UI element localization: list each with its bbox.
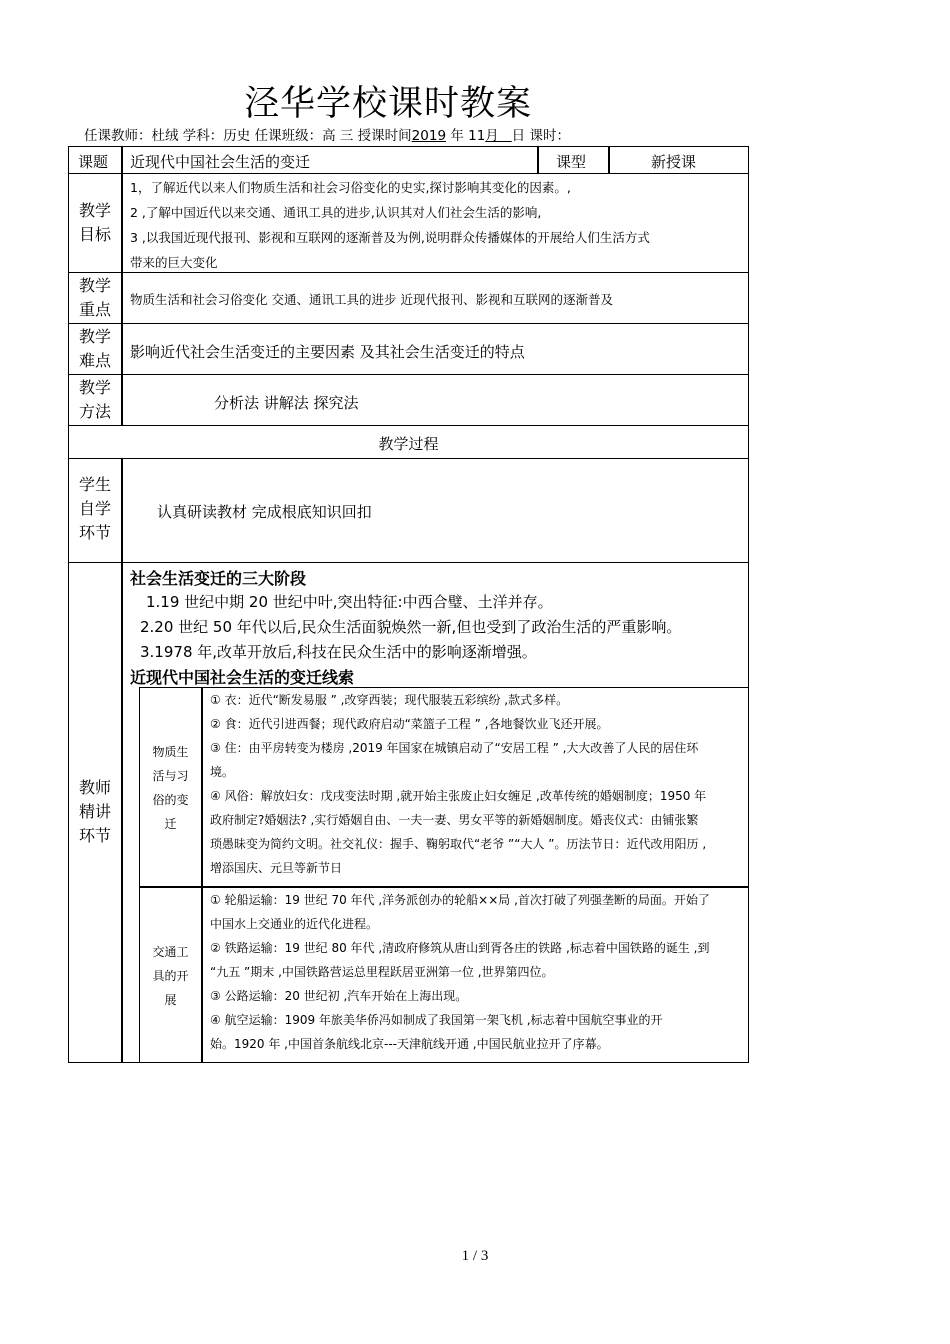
methods-row [68, 374, 749, 426]
keypoints-label-1: 教学 [78, 276, 111, 295]
lecture-label-1: 教师 [78, 778, 111, 797]
type-value: 新授课 [651, 153, 697, 171]
material-line: ② 食：近代引进西餐；现代政府启动“菜篮子工程 ” ,各地餐饮业飞还开展。 [210, 717, 609, 731]
transport-line: ① 轮船运输：19 世纪 70 年代 ,洋务派创办的轮船××局 ,首次打破了列强垄断的局面。开始了 [210, 893, 710, 907]
transport-line: “九五 ”期末 ,中国铁路营运总里程跃居亚洲第一位 ,世界第四位。 [210, 965, 554, 979]
lecture-label-2: 精讲 [78, 802, 111, 821]
month-label: 月 [485, 128, 499, 144]
topic-value: 近现代中国社会生活的变迁 [130, 153, 311, 171]
type-label: 课型 [556, 153, 587, 171]
day-label: 日 课时： [511, 128, 570, 144]
goals-label-2: 目标 [78, 225, 111, 244]
process-title: 教学过程 [378, 435, 439, 453]
year-suffix: 年 11 [446, 128, 486, 144]
transport-line: 始。1920 年 ,中国首条航线北京---天津航线开通 ,中国民航业拉开了序幕。 [210, 1037, 609, 1051]
material-line: 政府制定?婚姻法? ,实行婚姻自由、一夫一妻、男女平等的新婚姻制度。婚丧仪式：由铺张繁 [210, 813, 699, 827]
lesson-info [84, 124, 570, 144]
transport-label-1: 交通工 [152, 945, 189, 959]
transport-line: ④ 航空运输：1909 年旅美华侨冯如制成了我国第一架飞机 ,标志着中国航空事业的开 [210, 1013, 663, 1027]
material-line: ③ 住：由平房转变为楼房 ,2019 年国家在城镇启动了“安居工程 ” ,大大改善了人民的居住环 [210, 741, 699, 755]
goal-line: 带来的巨大变化 [130, 255, 218, 270]
stage-item: 3.1978 年,改革开放后,科技在民众生活中的影响逐渐增强。 [140, 643, 537, 661]
material-line: 琐愚昧变为简约文明。社交礼仪：握手、鞠躬取代“老爷 ”“大人 ”。历法节日：近代改用阳历 , [210, 837, 707, 851]
transport-label-3: 展 [164, 993, 177, 1007]
methods-label-1: 教学 [78, 378, 111, 397]
lecture-label-3: 环节 [78, 826, 111, 845]
self-study-label-3: 环节 [78, 523, 111, 542]
difficulty-label-1: 教学 [78, 327, 111, 346]
page-title: 泾华学校课时教案 [244, 84, 533, 124]
keypoints-text: 物质生活和社会习俗变化 交通、通讯工具的进步 近现代报刊、影视和互联网的逐渐普及 [130, 292, 613, 307]
self-study-label-2: 自学 [78, 499, 111, 518]
transport-line: 中国水上交通业的近代化进程。 [210, 917, 379, 931]
keypoints-label-2: 重点 [78, 300, 111, 319]
self-study-text: 认真研读教材 完成根底知识回扣 [157, 503, 372, 521]
material-label-2: 活与习 [152, 769, 189, 783]
section-heading: 社会生活变迁的三大阶段 [130, 569, 307, 588]
difficulty-label-2: 难点 [78, 351, 111, 370]
transport-line: ③ 公路运输：20 世纪初 ,汽车开始在上海出现。 [210, 989, 468, 1003]
goal-line: 1，了解近代以来人们物质生活和社会习俗变化的史实,探讨影响其变化的因素。, [130, 180, 571, 195]
teacher-info: 任课教师：杜绒 学科：历史 任课班级：高 三 授课时间 [84, 128, 412, 144]
methods-label-2: 方法 [78, 402, 111, 421]
material-line: ① 衣：近代“断发易服 ” ,改穿西装；现代服装五彩缤纷 ,款式多样。 [210, 693, 569, 707]
material-line: 增添国庆、元旦等新节日 [210, 861, 343, 875]
material-label-3: 俗的变 [152, 793, 189, 807]
material-line: 境。 [210, 765, 235, 779]
self-study-label-1: 学生 [78, 475, 111, 494]
year-value: 2019 [411, 128, 447, 144]
material-line: ④ 风俗：解放妇女：戊戌变法时期 ,就开始主张废止妇女缠足 ,改革传统的婚姻制度；1950 年 [210, 789, 707, 803]
stage-item: 1.19 世纪中期 20 世纪中叶,突出特征:中西合璧、土洋并存。 [146, 593, 553, 611]
difficulty-text: 影响近代社会生活变迁的主要因素 及其社会生活变迁的特点 [130, 343, 525, 361]
section-heading: 近现代中国社会生活的变迁线索 [130, 668, 355, 687]
stage-item: 2.20 世纪 50 年代以后,民众生活面貌焕然一新,但也受到了政治生活的严重影响。 [140, 618, 682, 636]
methods-text: 分析法 讲解法 探究法 [214, 394, 359, 412]
goal-line: 3 ,以我国近现代报刊、影视和互联网的逐渐普及为例,说明群众传播媒体的开展给人们生活方式 [130, 230, 650, 245]
transport-label-2: 具的开 [152, 969, 189, 983]
topic-label: 课题 [78, 153, 109, 171]
goals-label-1: 教学 [78, 201, 111, 220]
material-label-1: 物质生 [152, 745, 189, 759]
goal-line: 2 ,了解中国近代以来交通、通讯工具的进步,认识其对人们社会生活的影响, [130, 205, 542, 220]
material-label-4: 迁 [164, 817, 177, 831]
page-number: 1 / 3 [461, 1248, 489, 1264]
transport-line: ② 铁路运输：19 世纪 80 年代 ,清政府修筑从唐山到胥各庄的铁路 ,标志着中国铁路的诞生 ,到 [210, 941, 710, 955]
